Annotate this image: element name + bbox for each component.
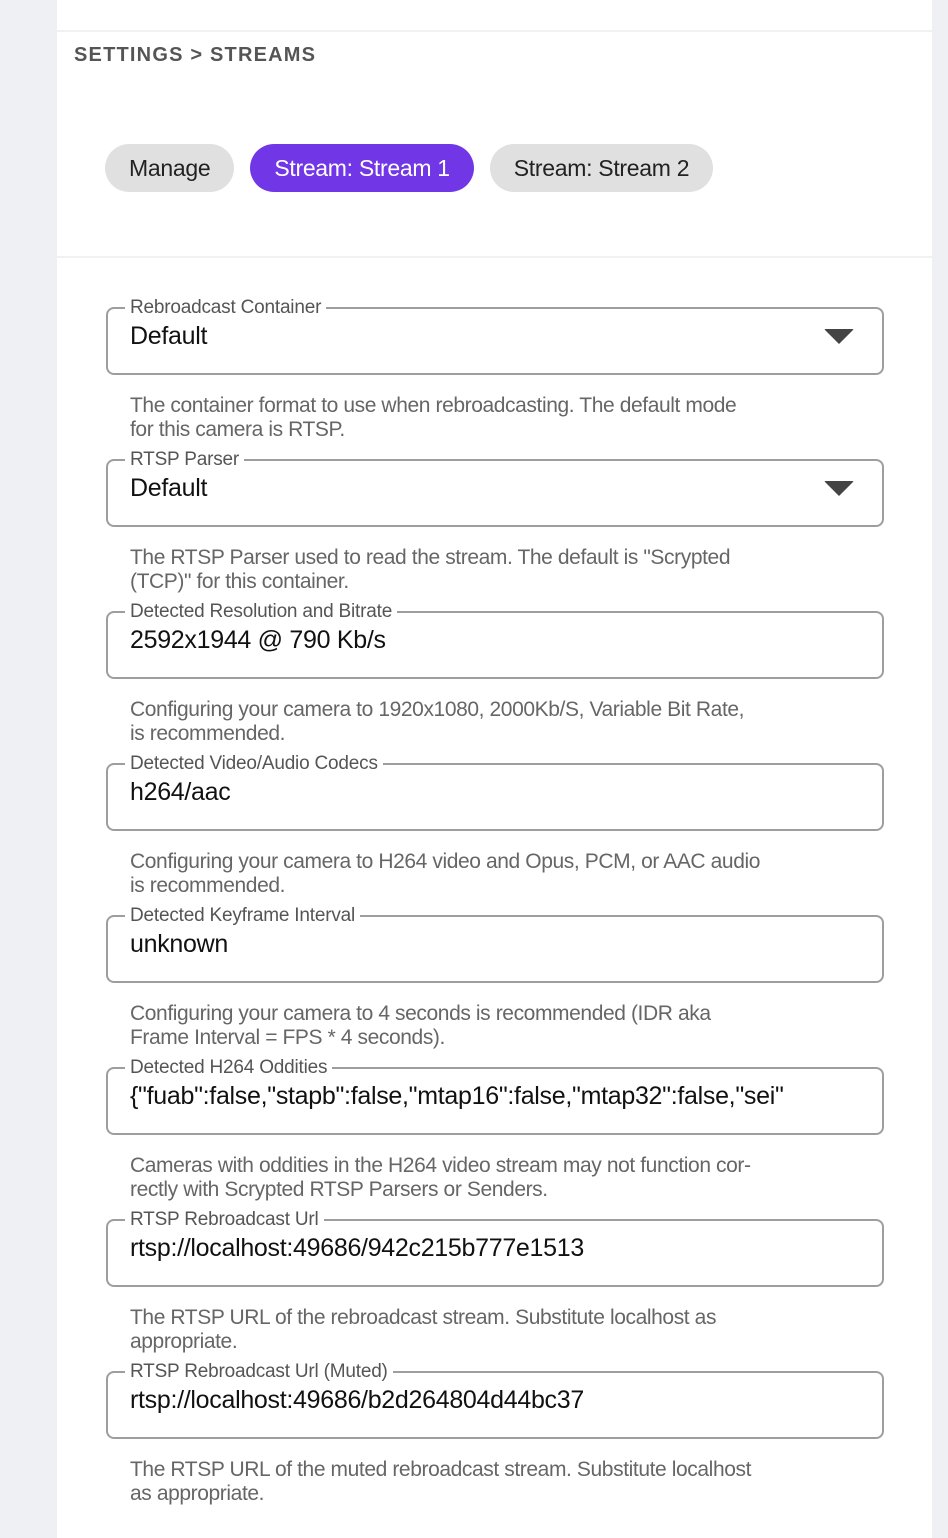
stream-tabs	[105, 144, 713, 192]
help-text: The RTSP URL of the muted rebroadcast stream. Substitute localhost as appropriate.	[130, 1458, 752, 1505]
dropdown-arrow-icon[interactable]	[824, 481, 854, 496]
keyframe-interval-field	[106, 904, 884, 1056]
settings-card	[57, 0, 932, 1538]
rtsp-parser-field	[106, 448, 884, 600]
tab-manage[interactable]: Manage	[105, 144, 234, 192]
field-label: Detected Keyframe Interval	[130, 905, 356, 926]
help-text: Configuring your camera to 1920x1080, 2000Kb/S, Variable Bit Rate, is recommended.	[130, 698, 745, 745]
field-label: Detected Resolution and Bitrate	[130, 601, 393, 622]
tab-stream-2[interactable]: Stream: Stream 2	[490, 144, 713, 192]
input-value[interactable]: unknown	[130, 930, 228, 958]
help-text: The RTSP URL of the rebroadcast stream. Substitute localhost as appropriate.	[130, 1306, 717, 1353]
help-text: Cameras with oddities in the H264 video stream may not function cor- rectly with Scrypted RTSP Parsers or Senders.	[130, 1154, 751, 1201]
tab-stream-1[interactable]: Stream: Stream 1	[250, 144, 473, 192]
divider	[57, 30, 932, 32]
rebroadcast-container-field	[106, 296, 884, 448]
help-text: The RTSP Parser used to read the stream. The default is "Scrypted (TCP)" for this container.	[130, 546, 731, 593]
field-label: Detected Video/Audio Codecs	[130, 753, 378, 774]
rtsp-rebroadcast-url-muted-field	[106, 1360, 884, 1512]
stream-settings-form	[106, 296, 884, 1512]
breadcrumb: SETTINGS > STREAMS	[74, 44, 317, 66]
input-value[interactable]: rtsp://localhost:49686/b2d264804d44bc37	[130, 1386, 584, 1414]
help-text: Configuring your camera to H264 video and Opus, PCM, or AAC audio is recommended.	[130, 850, 761, 897]
field-label: Detected H264 Oddities	[130, 1057, 328, 1078]
select-value[interactable]: Default	[130, 322, 208, 350]
dropdown-arrow-icon[interactable]	[824, 329, 854, 344]
rtsp-rebroadcast-url-field	[106, 1208, 884, 1360]
divider	[57, 256, 932, 258]
input-value[interactable]: 2592x1944 @ 790 Kb/s	[130, 626, 386, 654]
field-label: RTSP Rebroadcast Url (Muted)	[130, 1361, 388, 1382]
h264-oddities-field	[106, 1056, 884, 1208]
field-label: RTSP Parser	[130, 449, 240, 470]
help-text: The container format to use when rebroadcasting. The default mode for this camera is RTSP.	[130, 394, 737, 441]
input-value[interactable]: {"fuab":false,"stapb":false,"mtap16":false,"mtap32":false,"sei"	[130, 1082, 784, 1110]
help-text: Configuring your camera to 4 seconds is recommended (IDR aka Frame Interval = FPS * 4 seconds).	[130, 1002, 711, 1049]
field-label: RTSP Rebroadcast Url	[130, 1209, 319, 1230]
select-value[interactable]: Default	[130, 474, 208, 502]
input-value[interactable]: rtsp://localhost:49686/942c215b777e1513	[130, 1234, 584, 1262]
codecs-field	[106, 752, 884, 904]
resolution-bitrate-field	[106, 600, 884, 752]
field-label: Rebroadcast Container	[130, 297, 322, 318]
input-value[interactable]: h264/aac	[130, 778, 231, 806]
